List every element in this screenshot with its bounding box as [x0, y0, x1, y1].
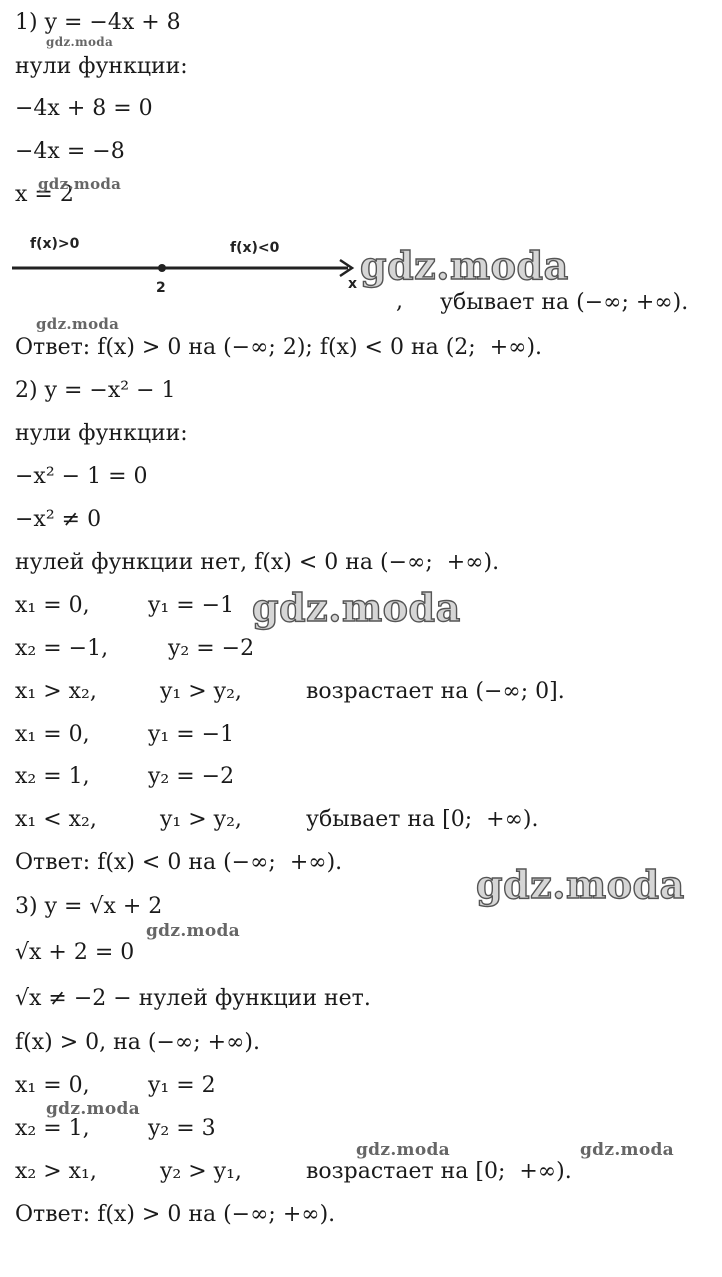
part1-equation-3: x = 2 — [15, 182, 74, 207]
part3-row-3-y: y₂ > y₁, — [160, 1159, 242, 1184]
part2-row-3-conclusion: возрастает на (−∞; 0]. — [306, 679, 565, 704]
part2-row-2-x: x₂ = −1, — [15, 636, 109, 661]
part2-row-5-x: x₂ = 1, — [15, 764, 90, 789]
watermark-large: gdz.moda — [476, 862, 685, 907]
number-line-point — [158, 264, 166, 272]
part1-decreasing: убывает на (−∞; +∞). — [440, 290, 689, 315]
number-line-left-label: f(x)>0 — [30, 236, 80, 252]
watermark: gdz.moda — [146, 921, 240, 941]
watermark: gdz.moda — [46, 35, 114, 49]
number-line-right-label: f(x)<0 — [230, 240, 280, 256]
part2-row-3-x: x₁ > x₂, — [15, 679, 97, 704]
part2-row-4-y: y₁ = −1 — [148, 722, 235, 747]
part2-row-1-y: y₁ = −1 — [148, 593, 235, 618]
part2-row-6-y: y₁ > y₂, — [160, 807, 242, 832]
number-line-point-label: 2 — [156, 280, 166, 296]
part1-zeros-label: нули функции: — [15, 54, 188, 79]
part2-row-6-conclusion: убывает на [0; +∞). — [306, 807, 539, 832]
part2-row-6-x: x₁ < x₂, — [15, 807, 97, 832]
part2-no-zeros: нулей функции нет, f(x) < 0 на (−∞; +∞). — [15, 550, 500, 575]
part3-row-3-conclusion: возрастает на [0; +∞). — [306, 1159, 572, 1184]
watermark: gdz.moda — [36, 315, 120, 333]
part3-row-1-y: y₁ = 2 — [148, 1073, 216, 1098]
part3-equation-2: √x ≠ −2 − нулей функции нет. — [15, 986, 371, 1011]
part2-row-5-y: y₂ = −2 — [148, 764, 235, 789]
watermark-large: gdz.moda — [360, 243, 569, 288]
part2-row-1-x: x₁ = 0, — [15, 593, 90, 618]
part3-row-1-x: x₁ = 0, — [15, 1073, 90, 1098]
part3-equation-1: √x + 2 = 0 — [15, 940, 135, 965]
watermark: gdz.moda — [38, 175, 122, 193]
part3-function: 3) y = √x + 2 — [15, 894, 163, 919]
part1-function: 1) y = −4x + 8 — [15, 10, 181, 35]
part3-answer: Ответ: f(x) > 0 на (−∞; +∞). — [15, 1202, 336, 1227]
part3-row-3-x: x₂ > x₁, — [15, 1159, 97, 1184]
part2-row-3-y: y₁ > y₂, — [160, 679, 242, 704]
part3-row-2-y: y₂ = 3 — [148, 1116, 216, 1141]
part1-equation-1: −4x + 8 = 0 — [15, 96, 153, 121]
number-line-axis-label: x — [348, 276, 358, 292]
part2-answer: Ответ: f(x) < 0 на (−∞; +∞). — [15, 850, 343, 875]
part3-row-2-x: x₂ = 1, — [15, 1116, 90, 1141]
part1-comma: , — [396, 289, 403, 314]
part2-function: 2) y = −x² − 1 — [15, 378, 176, 403]
part2-equation-1: −x² − 1 = 0 — [15, 464, 148, 489]
part2-row-2-y: y₂ = −2 — [168, 636, 255, 661]
part1-answer: Ответ: f(x) > 0 на (−∞; 2); f(x) < 0 на (2; +∞). — [15, 335, 543, 360]
part2-row-4-x: x₁ = 0, — [15, 722, 90, 747]
part1-equation-2: −4x = −8 — [15, 139, 125, 164]
watermark-large: gdz.moda — [252, 585, 461, 630]
part3-sign: f(x) > 0, на (−∞; +∞). — [15, 1030, 260, 1055]
watermark: gdz.moda — [46, 1099, 140, 1119]
part2-equation-2: −x² ≠ 0 — [15, 507, 102, 532]
watermark: gdz.moda — [580, 1140, 674, 1160]
watermark: gdz.moda — [356, 1140, 450, 1160]
part2-zeros-label: нули функции: — [15, 421, 188, 446]
